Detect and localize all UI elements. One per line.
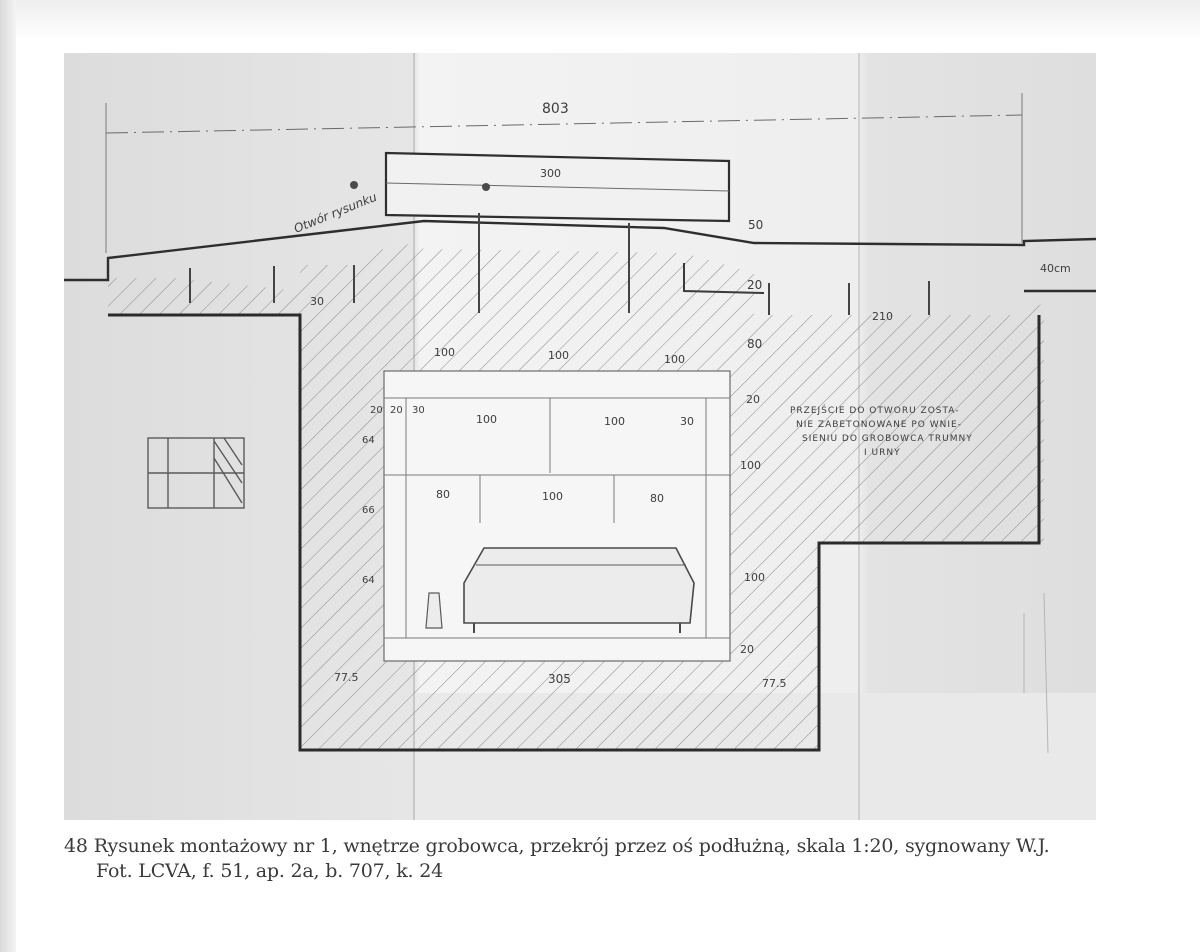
drawing-svg [64, 53, 1096, 820]
urn [426, 593, 442, 628]
right-height-2: 100 [740, 459, 761, 472]
left-height-3: 64 [362, 575, 375, 586]
right-height-1: 20 [746, 393, 760, 406]
page-edge-shadow [0, 0, 16, 952]
mid-seg-3: 80 [650, 492, 664, 505]
slab-height-label: 50 [748, 218, 764, 232]
figure-caption [64, 834, 1114, 884]
side-note-line-2: NIE ZABETONOWANE PO WNIE- [796, 420, 962, 430]
handwritten-note: Otwór rysunku [291, 189, 379, 236]
bolt-dot-1 [350, 181, 358, 189]
lid-seg-1: 100 [434, 346, 455, 359]
inner-seg-2: 100 [604, 415, 625, 428]
lid-seg-3: 100 [664, 353, 685, 366]
inner-seg-3: 30 [680, 415, 694, 428]
caption-line-2: Fot. LCVA, f. 51, ap. 2a, b. 707, k. 24 [96, 860, 443, 882]
slab-width-label: 300 [540, 167, 561, 180]
coffin [464, 548, 694, 623]
bolt-dot-2 [482, 183, 490, 191]
left-height-1: 64 [362, 435, 375, 446]
inner-seg-1: 100 [476, 413, 497, 426]
page-top-shade [16, 0, 1200, 40]
right-height-4: 20 [740, 643, 754, 656]
right-height-3: 100 [744, 571, 765, 584]
bottom-side-right: 77.5 [762, 677, 787, 690]
caption-line-1: Rysunek montażowy nr 1, wnętrze grobowca, przekrój przez oś podłużną, skala 1:20, sygnowany W.J. [93, 835, 1050, 857]
upper-depth-label: 80 [747, 337, 763, 351]
side-note-line-3: SIENIU DO GROBOWCA TRUMNY [802, 434, 973, 444]
figure-number: 48 [64, 835, 88, 857]
mid-seg-1: 80 [436, 488, 450, 501]
total-width-label: 803 [542, 101, 569, 117]
side-note-line-4: I URNY [864, 448, 901, 458]
left-small-2: 20 [390, 405, 403, 416]
bottom-width-label: 305 [548, 672, 571, 686]
bottom-side-left: 77.5 [334, 671, 359, 684]
step-height-label: 20 [747, 278, 763, 292]
side-note-line-1: PRZEJŚCIE DO OTWORU ZOSTA- [790, 406, 960, 416]
edge-depth-label: 40cm [1040, 262, 1071, 275]
small-depth-label: 30 [310, 295, 324, 308]
mid-seg-2: 100 [542, 490, 563, 503]
left-height-2: 66 [362, 505, 375, 516]
left-small-1: 20 [370, 405, 383, 416]
right-length-label: 210 [872, 310, 893, 323]
technical-drawing-photo [64, 53, 1096, 820]
lid-seg-2: 100 [548, 349, 569, 362]
left-small-3: 30 [412, 405, 425, 416]
